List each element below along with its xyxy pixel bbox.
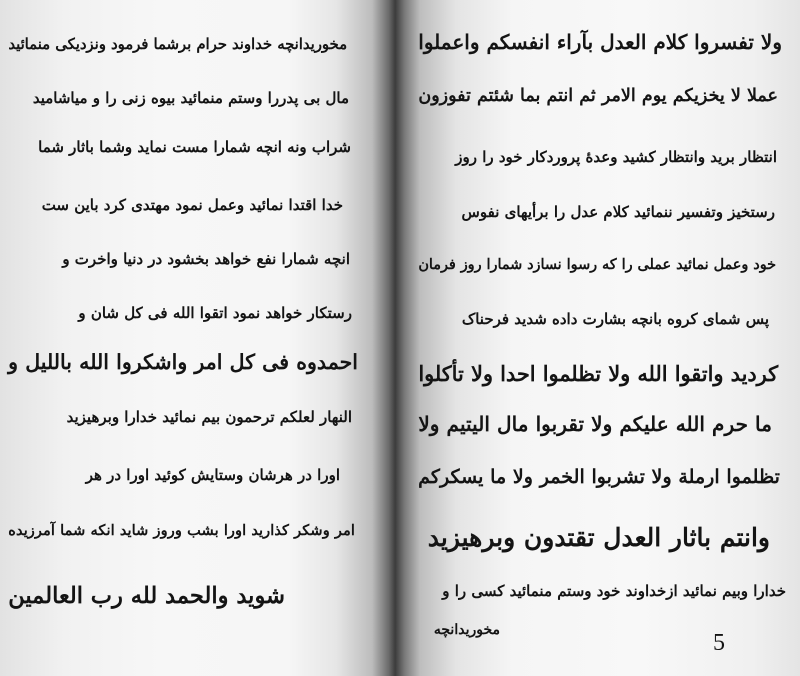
right-page-line-1: ولا تفسروا کلام العدل بآراء انفسکم واعملوا: [418, 30, 782, 54]
left-page-line-9: اورا در هرشان وستایش کوئید اورا در هر: [85, 466, 340, 484]
right-page: [410, 0, 800, 676]
right-page-line-4: رستخیز وتفسیر ننمائید کلام عدل را برأیهای نفوس: [461, 203, 775, 221]
right-page-line-6: پس شمای کروه بانچه بشارت داده شدید فرحناک: [461, 310, 769, 328]
right-page-line-3: انتظار برید وانتظار کشید وعدهٔ پروردکار خود را روز: [455, 148, 777, 166]
right-page-line-8: ما حرم الله علیکم ولا تقربوا مال الیتیم ولا: [418, 412, 772, 436]
left-page-line-11: شوید والحمد لله رب العالمین: [8, 583, 285, 609]
page-number: 5: [713, 630, 725, 656]
left-page-line-4: خدا اقتدا نمائید وعمل نمود مهتدی کرد باین ست: [41, 196, 343, 214]
left-page-line-5: انچه شمارا نفع خواهد بخشود در دنیا واخرت و: [62, 250, 350, 268]
right-page-line-10: وانتم باثار العدل تقتدون وبرهیزید: [427, 523, 770, 552]
left-page-line-7: احمدوه فی کل امر واشکروا الله بالليل و: [8, 350, 358, 374]
right-page-line-5: خود وعمل نمائید عملی را که رسوا نسازد شمارا روز فرمان: [418, 257, 776, 273]
right-page-line-9: تظلموا ارملة ولا تشربوا الخمر ولا ما یسکرکم: [418, 465, 780, 488]
right-page-line-11: خدارا وبیم نمائید ازخداوند خود وستم منمائید کسی را و: [442, 582, 786, 600]
left-page-line-3: شراب ونه انچه شمارا مست نماید وشما باثار شما: [38, 138, 351, 156]
catchword: مخوریدانچه: [433, 622, 500, 638]
left-page-line-6: رستکار خواهد نمود اتقوا الله فی کل شان و: [78, 304, 352, 322]
left-page-line-1: مخوریدانچه خداوند حرام برشما فرمود ونزدیکی منمائید: [8, 36, 347, 53]
left-page-line-2: مال بی پدررا وستم منمائید بیوه زنی را و میاشامید: [32, 89, 349, 107]
left-page-line-10: امر وشکر کذارید اورا بشب وروز شاید انکه شما آمرزیده: [8, 522, 355, 539]
left-page: [0, 0, 380, 676]
left-page-line-8: النهار لعلکم ترحمون بیم نمائید خدارا وبرهیزید: [66, 408, 352, 426]
right-page-line-7: کردید واتقوا الله ولا تظلموا احدا ولا تأکلوا: [418, 361, 778, 386]
right-page-line-2: عملا لا یخزیکم یوم الامر ثم انتم بما شئتم تفوزون: [418, 86, 778, 106]
